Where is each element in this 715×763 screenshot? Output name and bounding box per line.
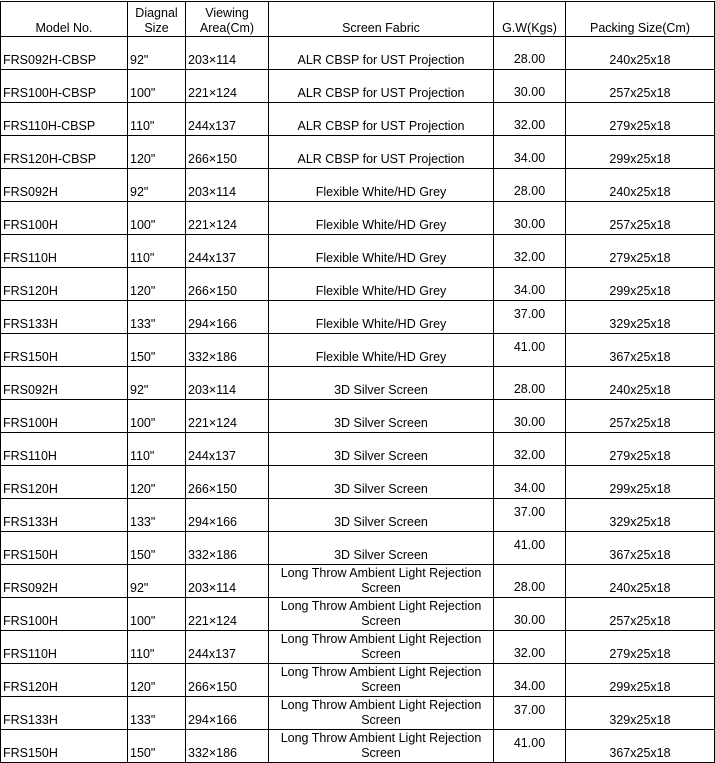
area-cell: 332×186 bbox=[186, 730, 269, 763]
gw-cell: 34.00 bbox=[494, 268, 566, 301]
model-cell: FRS100H bbox=[1, 202, 128, 235]
pack-cell: 240x25x18 bbox=[566, 367, 715, 400]
area-cell: 203×114 bbox=[186, 37, 269, 70]
fabric-cell: Long Throw Ambient Light Rejection Screen bbox=[269, 664, 494, 697]
header-gw: G.W(Kgs) bbox=[494, 2, 566, 37]
table-row bbox=[1, 37, 715, 70]
model-cell: FRS150H bbox=[1, 334, 128, 367]
pack-cell: 299x25x18 bbox=[566, 664, 715, 697]
gw-cell: 30.00 bbox=[494, 598, 566, 631]
header-area: Viewing Area(Cm) bbox=[186, 2, 269, 37]
size-cell: 110" bbox=[128, 103, 186, 136]
size-cell: 92" bbox=[128, 565, 186, 598]
area-cell: 294×166 bbox=[186, 301, 269, 334]
area-cell: 266×150 bbox=[186, 268, 269, 301]
gw-cell: 34.00 bbox=[494, 136, 566, 169]
fabric-cell: 3D Silver Screen bbox=[269, 466, 494, 499]
size-cell: 120" bbox=[128, 664, 186, 697]
size-cell: 100" bbox=[128, 202, 186, 235]
gw-cell: 41.00 bbox=[494, 730, 566, 763]
fabric-cell: Long Throw Ambient Light Rejection Screen bbox=[269, 565, 494, 598]
table-row bbox=[1, 103, 715, 136]
size-cell: 120" bbox=[128, 466, 186, 499]
header-fabric: Screen Fabric bbox=[269, 2, 494, 37]
pack-cell: 279x25x18 bbox=[566, 103, 715, 136]
header-model: Model No. bbox=[1, 2, 128, 37]
model-cell: FRS092H bbox=[1, 169, 128, 202]
size-cell: 133" bbox=[128, 697, 186, 730]
table-row bbox=[1, 202, 715, 235]
fabric-cell: Long Throw Ambient Light Rejection Screen bbox=[269, 697, 494, 730]
area-cell: 266×150 bbox=[186, 136, 269, 169]
table-row bbox=[1, 235, 715, 268]
table-row bbox=[1, 367, 715, 400]
gw-cell: 32.00 bbox=[494, 631, 566, 664]
model-cell: FRS133H bbox=[1, 499, 128, 532]
gw-cell: 41.00 bbox=[494, 334, 566, 367]
pack-cell: 367x25x18 bbox=[566, 334, 715, 367]
pack-cell: 279x25x18 bbox=[566, 631, 715, 664]
model-cell: FRS110H bbox=[1, 631, 128, 664]
area-cell: 244x137 bbox=[186, 631, 269, 664]
fabric-cell: Long Throw Ambient Light Rejection Screen bbox=[269, 631, 494, 664]
gw-cell: 32.00 bbox=[494, 433, 566, 466]
table-row bbox=[1, 70, 715, 103]
table-row bbox=[1, 169, 715, 202]
table-row bbox=[1, 334, 715, 367]
pack-cell: 329x25x18 bbox=[566, 301, 715, 334]
area-cell: 244x137 bbox=[186, 235, 269, 268]
size-cell: 110" bbox=[128, 433, 186, 466]
size-cell: 120" bbox=[128, 268, 186, 301]
area-cell: 332×186 bbox=[186, 334, 269, 367]
model-cell: FRS110H bbox=[1, 235, 128, 268]
area-cell: 221×124 bbox=[186, 70, 269, 103]
table-row bbox=[1, 466, 715, 499]
pack-cell: 279x25x18 bbox=[566, 433, 715, 466]
table-row bbox=[1, 664, 715, 697]
pack-cell: 329x25x18 bbox=[566, 697, 715, 730]
area-cell: 266×150 bbox=[186, 664, 269, 697]
pack-cell: 299x25x18 bbox=[566, 268, 715, 301]
model-cell: FRS092H bbox=[1, 367, 128, 400]
table-row bbox=[1, 730, 715, 763]
gw-cell: 28.00 bbox=[494, 367, 566, 400]
size-cell: 150" bbox=[128, 532, 186, 565]
model-cell: FRS120H-CBSP bbox=[1, 136, 128, 169]
size-cell: 100" bbox=[128, 70, 186, 103]
size-cell: 92" bbox=[128, 367, 186, 400]
fabric-cell: Long Throw Ambient Light Rejection Screen bbox=[269, 730, 494, 763]
size-cell: 133" bbox=[128, 301, 186, 334]
gw-cell: 34.00 bbox=[494, 466, 566, 499]
fabric-cell: 3D Silver Screen bbox=[269, 367, 494, 400]
model-cell: FRS120H bbox=[1, 466, 128, 499]
model-cell: FRS100H-CBSP bbox=[1, 70, 128, 103]
gw-cell: 30.00 bbox=[494, 400, 566, 433]
header-row bbox=[1, 2, 715, 37]
pack-cell: 279x25x18 bbox=[566, 235, 715, 268]
table-row bbox=[1, 565, 715, 598]
pack-cell: 367x25x18 bbox=[566, 730, 715, 763]
fabric-cell: Long Throw Ambient Light Rejection Screen bbox=[269, 598, 494, 631]
fabric-cell: ALR CBSP for UST Projection bbox=[269, 136, 494, 169]
size-cell: 110" bbox=[128, 235, 186, 268]
area-cell: 221×124 bbox=[186, 400, 269, 433]
table-row bbox=[1, 400, 715, 433]
pack-cell: 329x25x18 bbox=[566, 499, 715, 532]
size-cell: 133" bbox=[128, 499, 186, 532]
area-cell: 203×114 bbox=[186, 169, 269, 202]
gw-cell: 28.00 bbox=[494, 169, 566, 202]
size-cell: 150" bbox=[128, 334, 186, 367]
pack-cell: 299x25x18 bbox=[566, 136, 715, 169]
gw-cell: 32.00 bbox=[494, 103, 566, 136]
table-row bbox=[1, 433, 715, 466]
pack-cell: 299x25x18 bbox=[566, 466, 715, 499]
fabric-cell: 3D Silver Screen bbox=[269, 400, 494, 433]
fabric-cell: Flexible White/HD Grey bbox=[269, 334, 494, 367]
area-cell: 294×166 bbox=[186, 697, 269, 730]
model-cell: FRS120H bbox=[1, 268, 128, 301]
model-cell: FRS120H bbox=[1, 664, 128, 697]
model-cell: FRS133H bbox=[1, 697, 128, 730]
spec-table bbox=[0, 1, 715, 763]
area-cell: 203×114 bbox=[186, 367, 269, 400]
gw-cell: 34.00 bbox=[494, 664, 566, 697]
fabric-cell: ALR CBSP for UST Projection bbox=[269, 103, 494, 136]
size-cell: 100" bbox=[128, 400, 186, 433]
table-row bbox=[1, 532, 715, 565]
gw-cell: 41.00 bbox=[494, 532, 566, 565]
model-cell: FRS100H bbox=[1, 400, 128, 433]
size-cell: 100" bbox=[128, 598, 186, 631]
size-cell: 92" bbox=[128, 37, 186, 70]
fabric-cell: 3D Silver Screen bbox=[269, 433, 494, 466]
table-row bbox=[1, 631, 715, 664]
pack-cell: 257x25x18 bbox=[566, 202, 715, 235]
gw-cell: 32.00 bbox=[494, 235, 566, 268]
pack-cell: 240x25x18 bbox=[566, 565, 715, 598]
pack-cell: 367x25x18 bbox=[566, 532, 715, 565]
pack-cell: 257x25x18 bbox=[566, 70, 715, 103]
size-cell: 150" bbox=[128, 730, 186, 763]
model-cell: FRS110H bbox=[1, 433, 128, 466]
gw-cell: 30.00 bbox=[494, 202, 566, 235]
size-cell: 120" bbox=[128, 136, 186, 169]
size-cell: 110" bbox=[128, 631, 186, 664]
header-size: Diagnal Size bbox=[128, 2, 186, 37]
table-row bbox=[1, 697, 715, 730]
gw-cell: 28.00 bbox=[494, 565, 566, 598]
table-row bbox=[1, 499, 715, 532]
gw-cell: 37.00 bbox=[494, 301, 566, 334]
table-row bbox=[1, 598, 715, 631]
area-cell: 266×150 bbox=[186, 466, 269, 499]
area-cell: 244x137 bbox=[186, 433, 269, 466]
fabric-cell: ALR CBSP for UST Projection bbox=[269, 70, 494, 103]
model-cell: FRS100H bbox=[1, 598, 128, 631]
model-cell: FRS150H bbox=[1, 532, 128, 565]
table-row bbox=[1, 136, 715, 169]
pack-cell: 257x25x18 bbox=[566, 400, 715, 433]
pack-cell: 257x25x18 bbox=[566, 598, 715, 631]
fabric-cell: Flexible White/HD Grey bbox=[269, 169, 494, 202]
fabric-cell: ALR CBSP for UST Projection bbox=[269, 37, 494, 70]
area-cell: 203×114 bbox=[186, 565, 269, 598]
area-cell: 221×124 bbox=[186, 598, 269, 631]
area-cell: 244x137 bbox=[186, 103, 269, 136]
fabric-cell: Flexible White/HD Grey bbox=[269, 301, 494, 334]
model-cell: FRS133H bbox=[1, 301, 128, 334]
model-cell: FRS110H-CBSP bbox=[1, 103, 128, 136]
fabric-cell: 3D Silver Screen bbox=[269, 532, 494, 565]
gw-cell: 28.00 bbox=[494, 37, 566, 70]
gw-cell: 37.00 bbox=[494, 499, 566, 532]
fabric-cell: 3D Silver Screen bbox=[269, 499, 494, 532]
model-cell: FRS092H-CBSP bbox=[1, 37, 128, 70]
gw-cell: 30.00 bbox=[494, 70, 566, 103]
area-cell: 332×186 bbox=[186, 532, 269, 565]
area-cell: 294×166 bbox=[186, 499, 269, 532]
header-pack: Packing Size(Cm) bbox=[566, 2, 715, 37]
fabric-cell: Flexible White/HD Grey bbox=[269, 268, 494, 301]
fabric-cell: Flexible White/HD Grey bbox=[269, 235, 494, 268]
table-row bbox=[1, 301, 715, 334]
model-cell: FRS150H bbox=[1, 730, 128, 763]
gw-cell: 37.00 bbox=[494, 697, 566, 730]
pack-cell: 240x25x18 bbox=[566, 169, 715, 202]
table-row bbox=[1, 268, 715, 301]
area-cell: 221×124 bbox=[186, 202, 269, 235]
pack-cell: 240x25x18 bbox=[566, 37, 715, 70]
model-cell: FRS092H bbox=[1, 565, 128, 598]
size-cell: 92" bbox=[128, 169, 186, 202]
fabric-cell: Flexible White/HD Grey bbox=[269, 202, 494, 235]
